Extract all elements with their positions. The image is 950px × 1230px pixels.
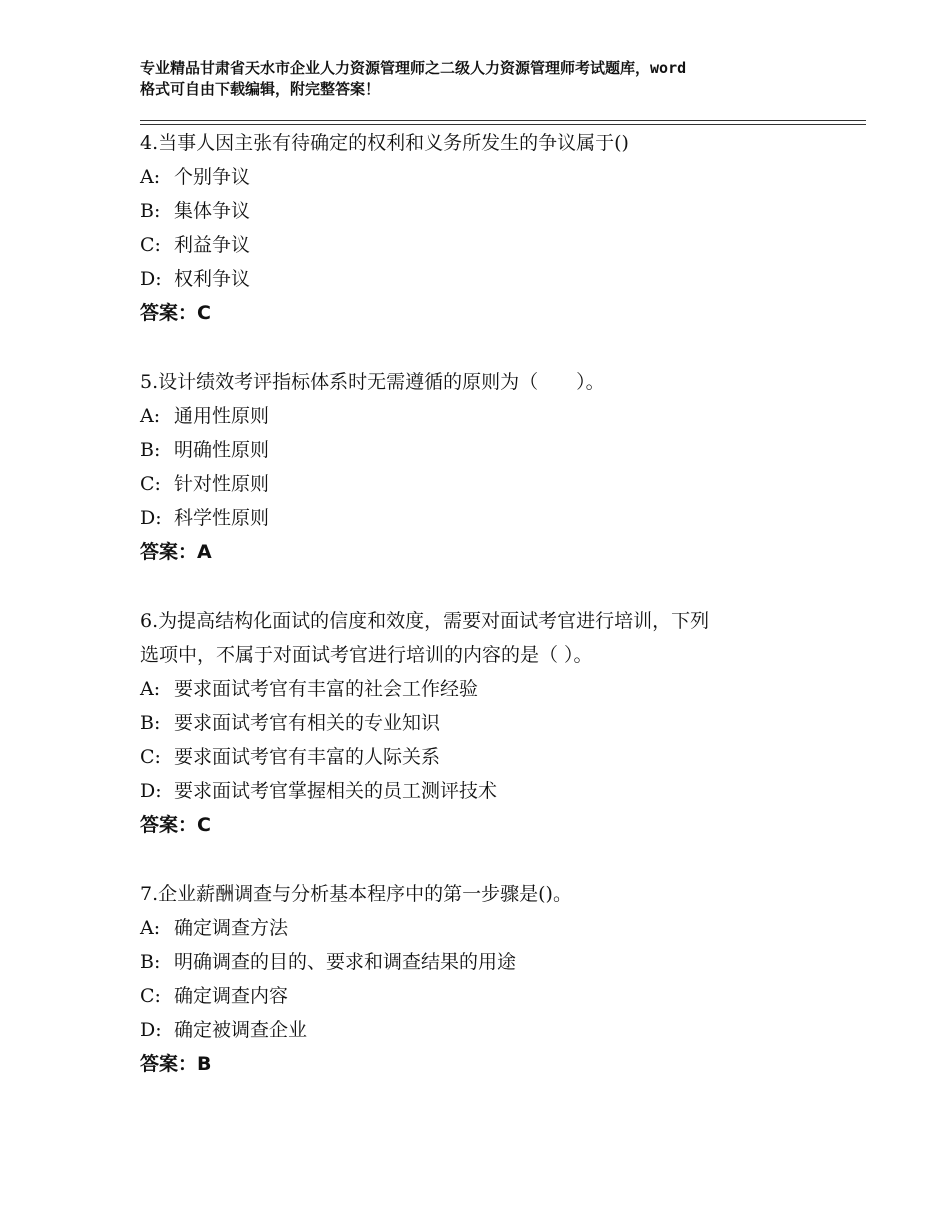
option-letter: D: bbox=[140, 1019, 162, 1041]
option-letter: D: bbox=[140, 507, 162, 529]
option-c bbox=[140, 228, 840, 262]
answer-line: 答案：B bbox=[140, 1053, 212, 1075]
option-letter: B: bbox=[140, 439, 161, 461]
option-text: 确定调查方法 bbox=[174, 917, 289, 939]
option-d bbox=[140, 1013, 840, 1047]
option-letter: A: bbox=[140, 405, 161, 427]
question-stem: 5.设计绩效考评指标体系时无需遵循的原则为（ ）。 bbox=[140, 371, 605, 393]
header-rule-bottom bbox=[140, 124, 866, 125]
option-letter: B: bbox=[140, 712, 161, 734]
option-text: 明确调查的目的、要求和调查结果的用途 bbox=[174, 951, 517, 973]
option-letter: D: bbox=[140, 268, 162, 290]
option-text: 科学性原则 bbox=[174, 507, 270, 529]
question-stem-continued: 选项中，不属于对面试考官进行培训的内容的是（ ）。 bbox=[140, 644, 593, 666]
option-text: 明确性原则 bbox=[174, 439, 270, 461]
option-letter: C: bbox=[140, 234, 161, 256]
question-4 bbox=[140, 126, 840, 330]
option-text: 利益争议 bbox=[174, 234, 251, 256]
option-c bbox=[140, 467, 840, 501]
option-letter: A: bbox=[140, 166, 161, 188]
question-7 bbox=[140, 877, 840, 1081]
option-letter: B: bbox=[140, 200, 161, 222]
answer-line: 答案：A bbox=[140, 541, 212, 563]
option-text: 针对性原则 bbox=[174, 473, 270, 495]
option-text: 通用性原则 bbox=[174, 405, 270, 427]
option-text: 要求面试考官有相关的专业知识 bbox=[174, 712, 441, 734]
option-letter: A: bbox=[140, 917, 161, 939]
option-letter: A: bbox=[140, 678, 161, 700]
option-text: 个别争议 bbox=[174, 166, 251, 188]
question-5 bbox=[140, 365, 840, 569]
option-text: 集体争议 bbox=[174, 200, 251, 222]
option-d bbox=[140, 262, 840, 296]
option-a bbox=[140, 160, 840, 194]
option-b bbox=[140, 194, 840, 228]
header-line-1: 专业精品甘肃省天水市企业人力资源管理师之二级人力资源管理师考试题库，word bbox=[140, 59, 687, 77]
option-c bbox=[140, 979, 840, 1013]
option-text: 权利争议 bbox=[174, 268, 251, 290]
option-d bbox=[140, 774, 840, 808]
header-line-2: 格式可自由下载编辑，附完整答案！ bbox=[140, 80, 381, 98]
option-d bbox=[140, 501, 840, 535]
question-stem: 6.为提高结构化面试的信度和效度，需要对面试考官进行培训，下列 bbox=[140, 610, 710, 632]
option-letter: B: bbox=[140, 951, 161, 973]
option-letter: C: bbox=[140, 473, 161, 495]
option-text: 要求面试考官掌握相关的员工测评技术 bbox=[174, 780, 498, 802]
option-b bbox=[140, 706, 840, 740]
option-b bbox=[140, 945, 840, 979]
option-letter: C: bbox=[140, 746, 161, 768]
question-stem: 4.当事人因主张有待确定的权利和义务所发生的争议属于() bbox=[140, 132, 629, 154]
option-text: 确定被调查企业 bbox=[174, 1019, 308, 1041]
option-text: 要求面试考官有丰富的社会工作经验 bbox=[174, 678, 479, 700]
question-stem: 7.企业薪酬调查与分析基本程序中的第一步骤是()。 bbox=[140, 883, 572, 905]
header-rule-top bbox=[140, 120, 866, 121]
document-header bbox=[140, 58, 840, 100]
option-a bbox=[140, 911, 840, 945]
option-letter: C: bbox=[140, 985, 161, 1007]
option-a bbox=[140, 399, 840, 433]
question-6 bbox=[140, 604, 840, 842]
option-text: 确定调查内容 bbox=[174, 985, 289, 1007]
answer-line: 答案：C bbox=[140, 814, 211, 836]
option-c bbox=[140, 740, 840, 774]
option-text: 要求面试考官有丰富的人际关系 bbox=[174, 746, 441, 768]
option-letter: D: bbox=[140, 780, 162, 802]
answer-line: 答案：C bbox=[140, 302, 211, 324]
option-b bbox=[140, 433, 840, 467]
option-a bbox=[140, 672, 840, 706]
